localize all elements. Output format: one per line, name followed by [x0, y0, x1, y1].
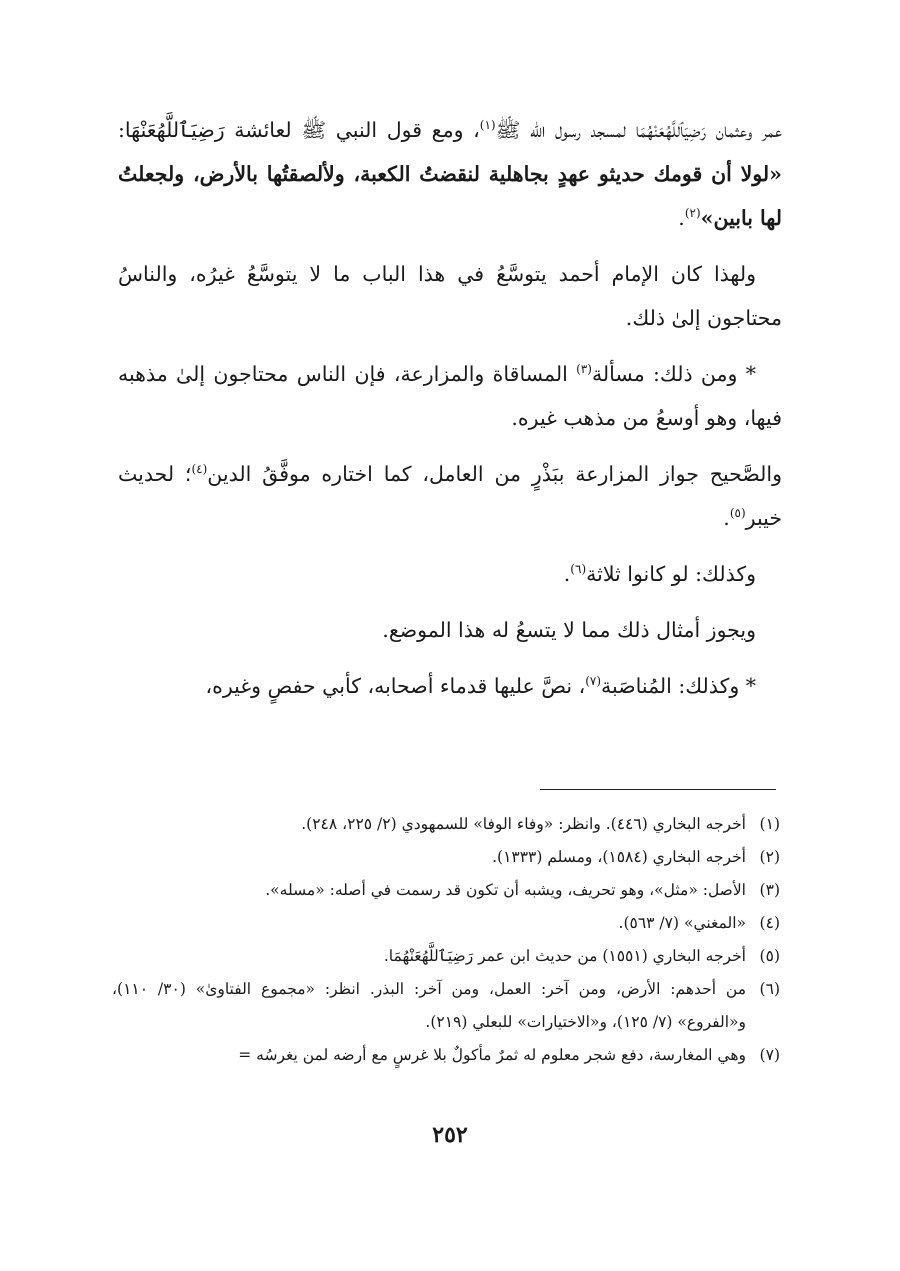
- footnote-item: [112, 1039, 780, 1072]
- footnote-item: [112, 907, 780, 940]
- p7-text-b: ، نصَّ عليها قدماء أصحابه، كأبي حفصٍ وغيره،: [205, 674, 586, 698]
- footnote-number: (٦): [759, 980, 780, 998]
- footnote-text: أخرجه البخاري (١٥٥١) من حديث ابن عمر رَضِيَٱللَّهُعَنْهُمَا.: [383, 947, 746, 965]
- footnote-ref-4: (٤): [191, 462, 208, 477]
- footnote-ref-1: (١): [479, 118, 496, 133]
- p2-text: ولهذا كان الإمام أحمد يتوسَّعُ في هذا الباب ما لا يتوسَّعُ غيرُه، والناسُ محتاجون إلىٰ ذلك.: [118, 262, 782, 330]
- paragraph-6: [118, 608, 782, 652]
- footnote-text: وهي المغارسة، دفع شجر معلوم له ثمرٌ مأكولٌ بلا غرسٍ مع أرضه لمن يغرسُه =: [238, 1046, 746, 1064]
- footnote-text: من أحدهم: الأرض، ومن آخر: العمل، ومن آخر: البذر. انظر: «مجموع الفتاوىٰ» (٣٠/ ١١٠)، و«الفروع» (٧/ ١٢٥)، و«الاختيارات» للبعلي (٢١٩).: [112, 980, 746, 1031]
- footnote-text: الأصل: «مثل»، وهو تحريف، ويشبه أن تكون قد رسمت في أصله: «مسله».: [265, 881, 746, 899]
- footnote-number: (٣): [759, 881, 780, 899]
- p1-text-a: عمر وعثمان رَضِيَٱللَّهُعَنْهُمَا لمسجد رسول الله ﷺ: [495, 118, 782, 142]
- main-text: [118, 108, 782, 720]
- p5-text-b: .: [563, 562, 571, 586]
- footnote-ref-2: (٢): [684, 206, 701, 221]
- paragraph-2: [118, 252, 782, 340]
- paragraph-1: [118, 108, 782, 240]
- footnote-number: (٤): [759, 914, 780, 932]
- footnote-item: [112, 973, 780, 1039]
- footnote-number: (٢): [759, 848, 780, 866]
- footnote-text: أخرجه البخاري (١٥٨٤)، ومسلم (١٣٣٣).: [492, 848, 746, 866]
- footnotes: [112, 808, 780, 1072]
- footnote-number: (٥): [759, 947, 780, 965]
- paragraph-4: [118, 452, 782, 540]
- page-number: ٢٥٢: [432, 1122, 468, 1148]
- p3-text-b: المساقاة والمزارعة، فإن الناس محتاجون إلىٰ مذهبه فيها، وهو أوسعُ من مذهب غيره.: [118, 362, 782, 430]
- paragraph-3: [118, 352, 782, 440]
- paragraph-5: [118, 552, 782, 596]
- footnote-number: (١): [759, 815, 780, 833]
- footnote-ref-5: (٥): [729, 506, 746, 521]
- hadith-quote: «لولا أن قومك حديثو عهدٍ بجاهلية لنقضتُ الكعبة، ولألصقتُها بالأرض، ولجعلتُ لها بابين»: [118, 162, 782, 230]
- footnote-ref-7: (٧): [585, 674, 602, 689]
- p4-text-c: .: [723, 506, 730, 530]
- footnote-text: «المغني» (٧/ ٥٦٣).: [618, 914, 746, 932]
- p4-text-b: ؛ لحديث خيبر: [118, 462, 782, 530]
- footnote-ref-6: (٦): [570, 562, 587, 577]
- p5-text-a: وكذلك: لو كانوا ثلاثة: [586, 562, 756, 586]
- p7-text-a: * وكذلك: المُناصَبة: [601, 674, 756, 698]
- footnote-item: [112, 841, 780, 874]
- footnote-item: [112, 874, 780, 907]
- p3-text-a: * ومن ذلك: مسألة: [591, 362, 756, 386]
- footnote-item: [112, 808, 780, 841]
- paragraph-7: [118, 664, 782, 708]
- footnote-ref-3: (٣): [576, 362, 592, 377]
- footnote-divider: [540, 789, 776, 790]
- p1-text-b: ، ومع قول النبي ﷺ لعائشة رَضِيَٱللَّهُعَنْهَا:: [118, 118, 480, 142]
- p4-text-a: والصَّحيح جواز المزارعة ببَذْرٍ من العامل، كما اختاره موفَّقُ الدين: [207, 462, 782, 486]
- footnote-item: [112, 940, 780, 973]
- footnote-number: (٧): [759, 1046, 780, 1064]
- p6-text: ويجوز أمثال ذلك مما لا يتسعُ له هذا الموضع.: [382, 618, 756, 642]
- p1-end: .: [678, 206, 685, 230]
- footnote-text: أخرجه البخاري (٤٤٦). وانظر: «وفاء الوفا» للسمهودي (٢/ ٢٢٥، ٢٤٨).: [301, 815, 746, 833]
